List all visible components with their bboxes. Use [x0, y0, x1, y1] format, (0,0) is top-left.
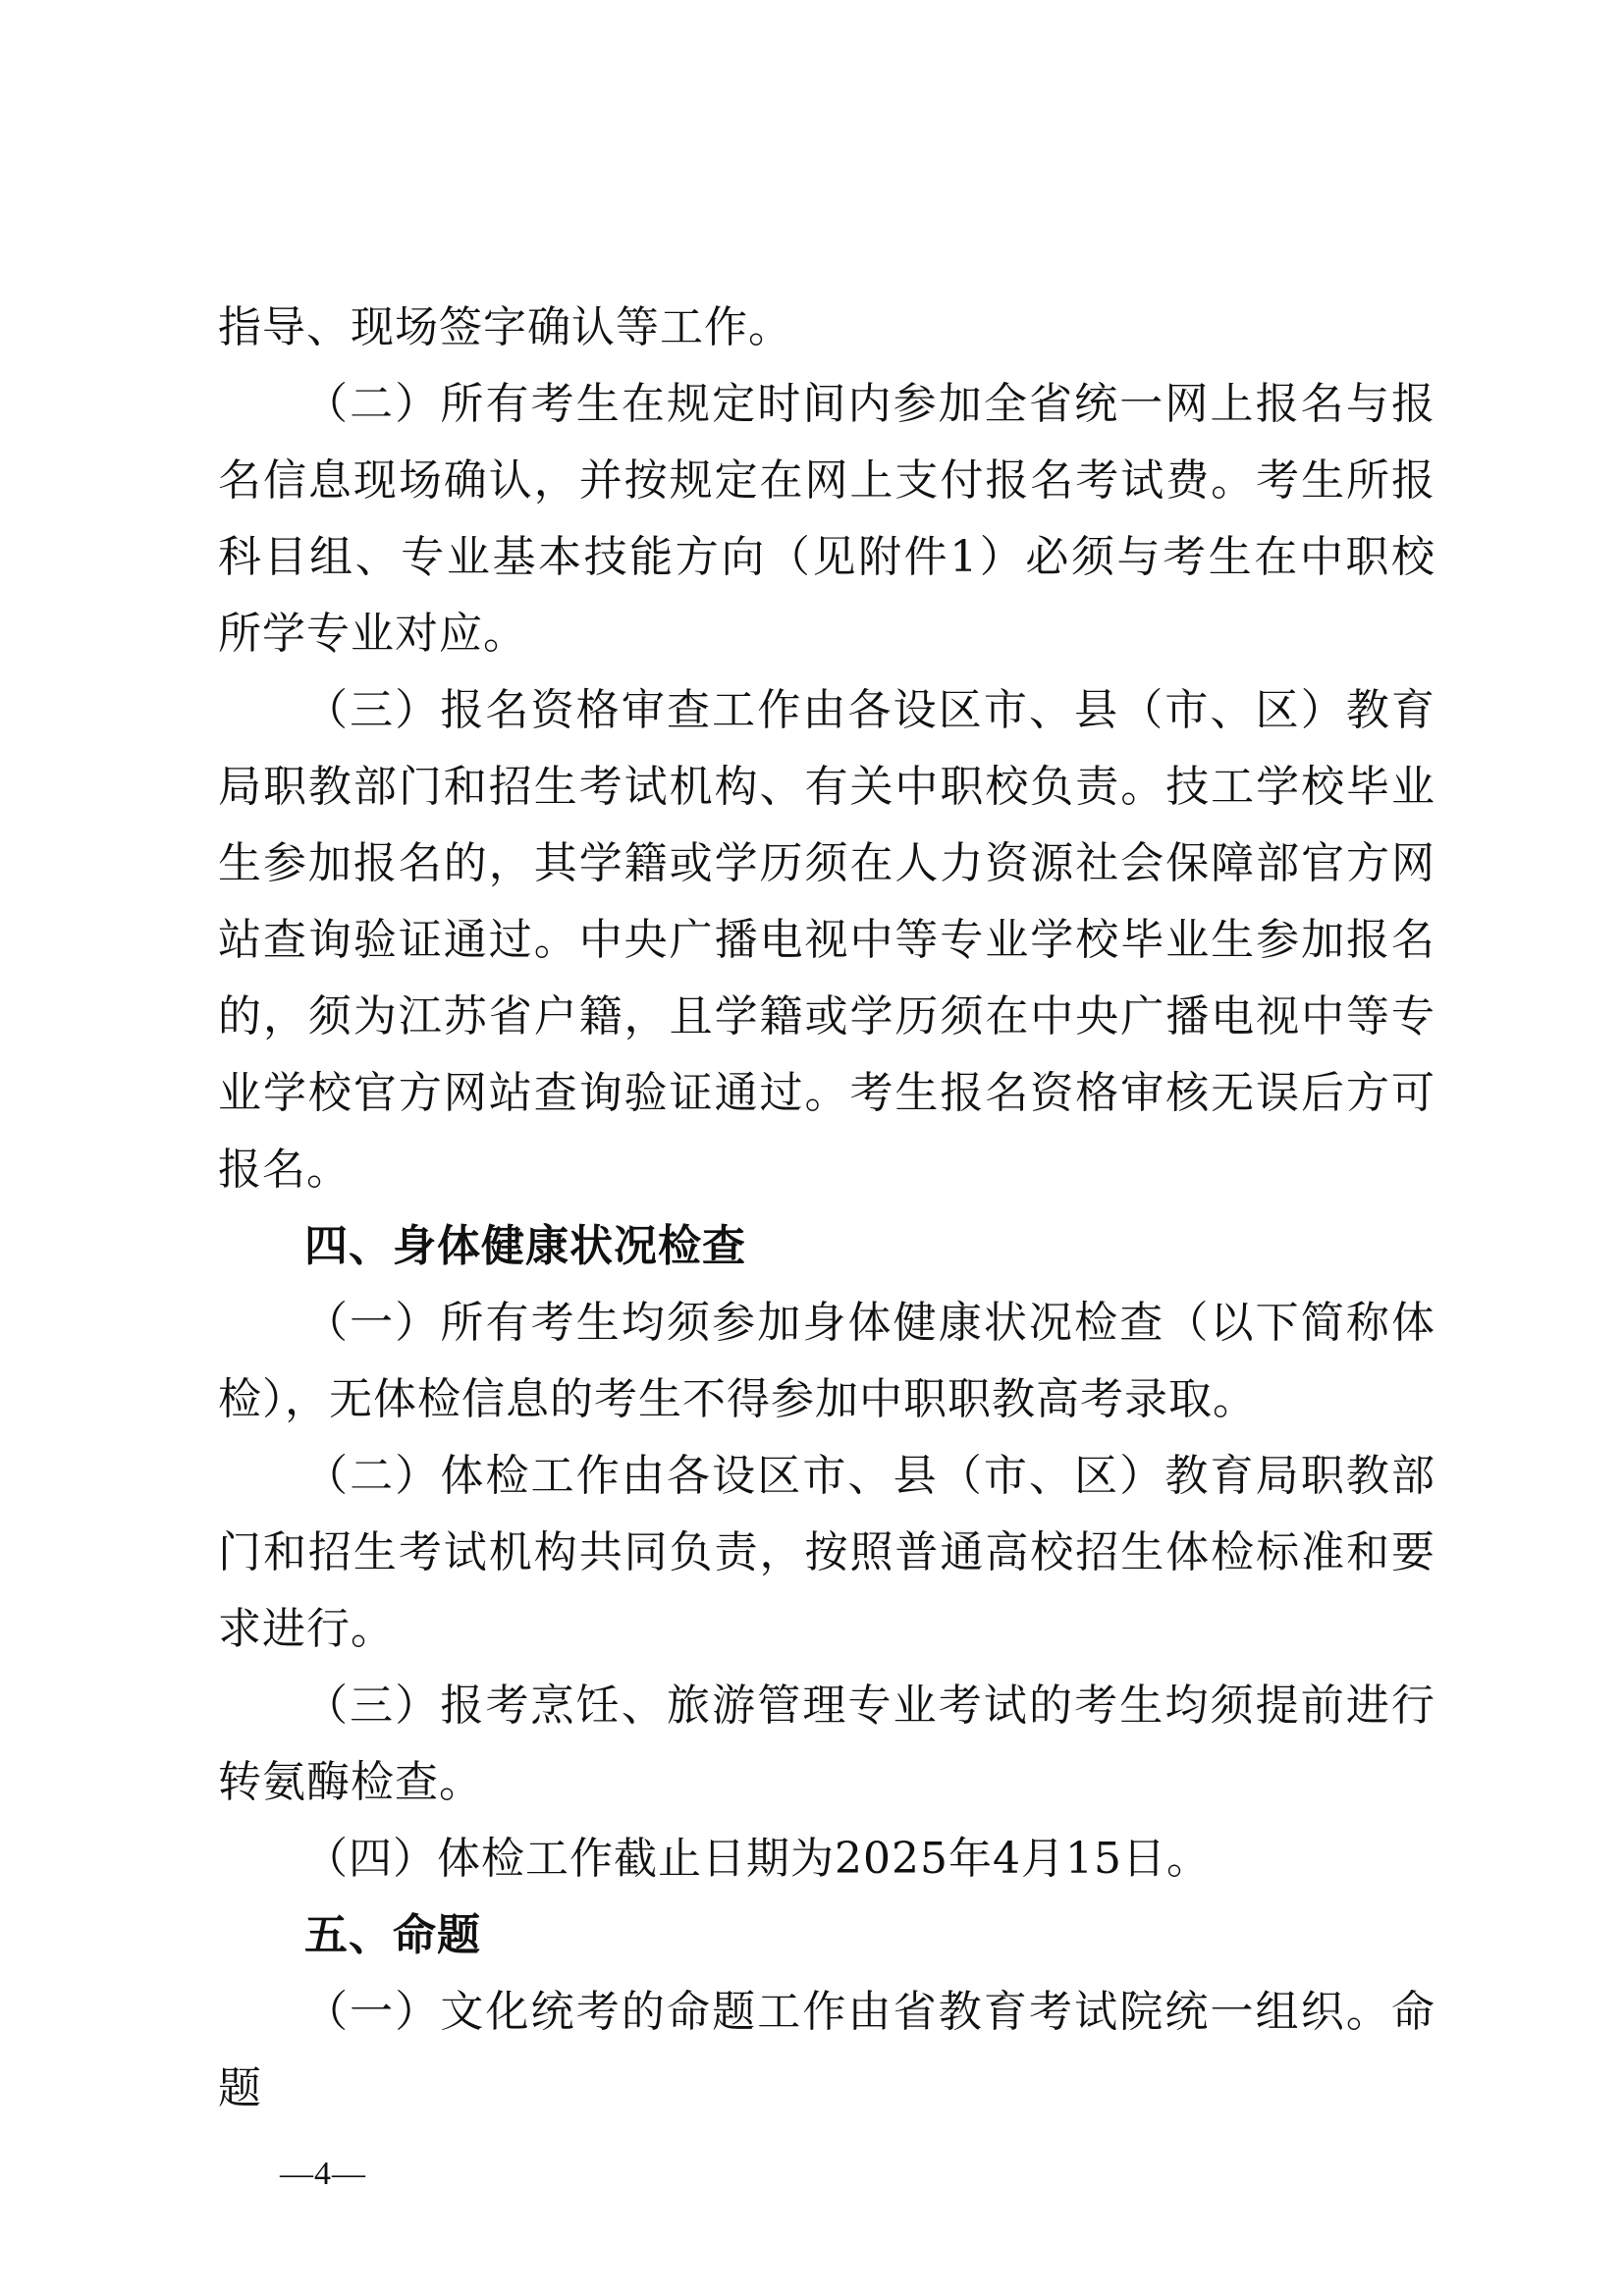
paragraph-registration-online: （二）所有考生在规定时间内参加全省统一网上报名与报名信息现场确认，并按规定在网上支付报名考试费。考生所报科目组、专业基本技能方向（见附件1）必须与考生在中职校所学专业对应。	[218, 379, 1435, 659]
paragraph-health-check-responsibility: （二）体检工作由各设区市、县（市、区）教育局职教部门和招生考试机构共同负责，按照普通高校招生体检标准和要求进行。	[218, 1451, 1435, 1654]
paragraph-health-check-deadline: （四）体检工作截止日期为2025年4月15日。	[304, 1834, 1211, 1884]
paragraph-qualification-review: （三）报名资格审查工作由各设区市、县（市、区）教育局职教部门和招生考试机构、有关中职校负责。技工学校毕业生参加报名的，其学籍或学历须在人力资源社会保障部官方网站查询验证通过。中央广播电视中等专业学校毕业生参加报名的，须为江苏省户籍，且学籍或学历须在中央广播电视中等专业学校官方网站查询验证通过。考生报名资格审核无误后方可报名。	[218, 685, 1435, 1195]
paragraph-continuation: 指导、现场签字确认等工作。	[218, 302, 792, 352]
section-heading-health-check: 四、身体健康状况检查	[304, 1221, 746, 1271]
page-body	[218, 290, 1435, 2127]
page-number: —4—	[280, 2156, 366, 2192]
paragraph-health-check-required: （一）所有考生均须参加身体健康状况检查（以下简称体检），无体检信息的考生不得参加中职职教高考录取。	[218, 1298, 1435, 1424]
paragraph-transaminase-check: （三）报考烹饪、旅游管理专业考试的考生均须提前进行转氨酶检查。	[218, 1681, 1435, 1807]
section-heading-exam-setting: 五、命题	[304, 1910, 481, 1960]
paragraph-exam-setting: （一）文化统考的命题工作由省教育考试院统一组织。命题	[218, 1987, 1435, 2113]
